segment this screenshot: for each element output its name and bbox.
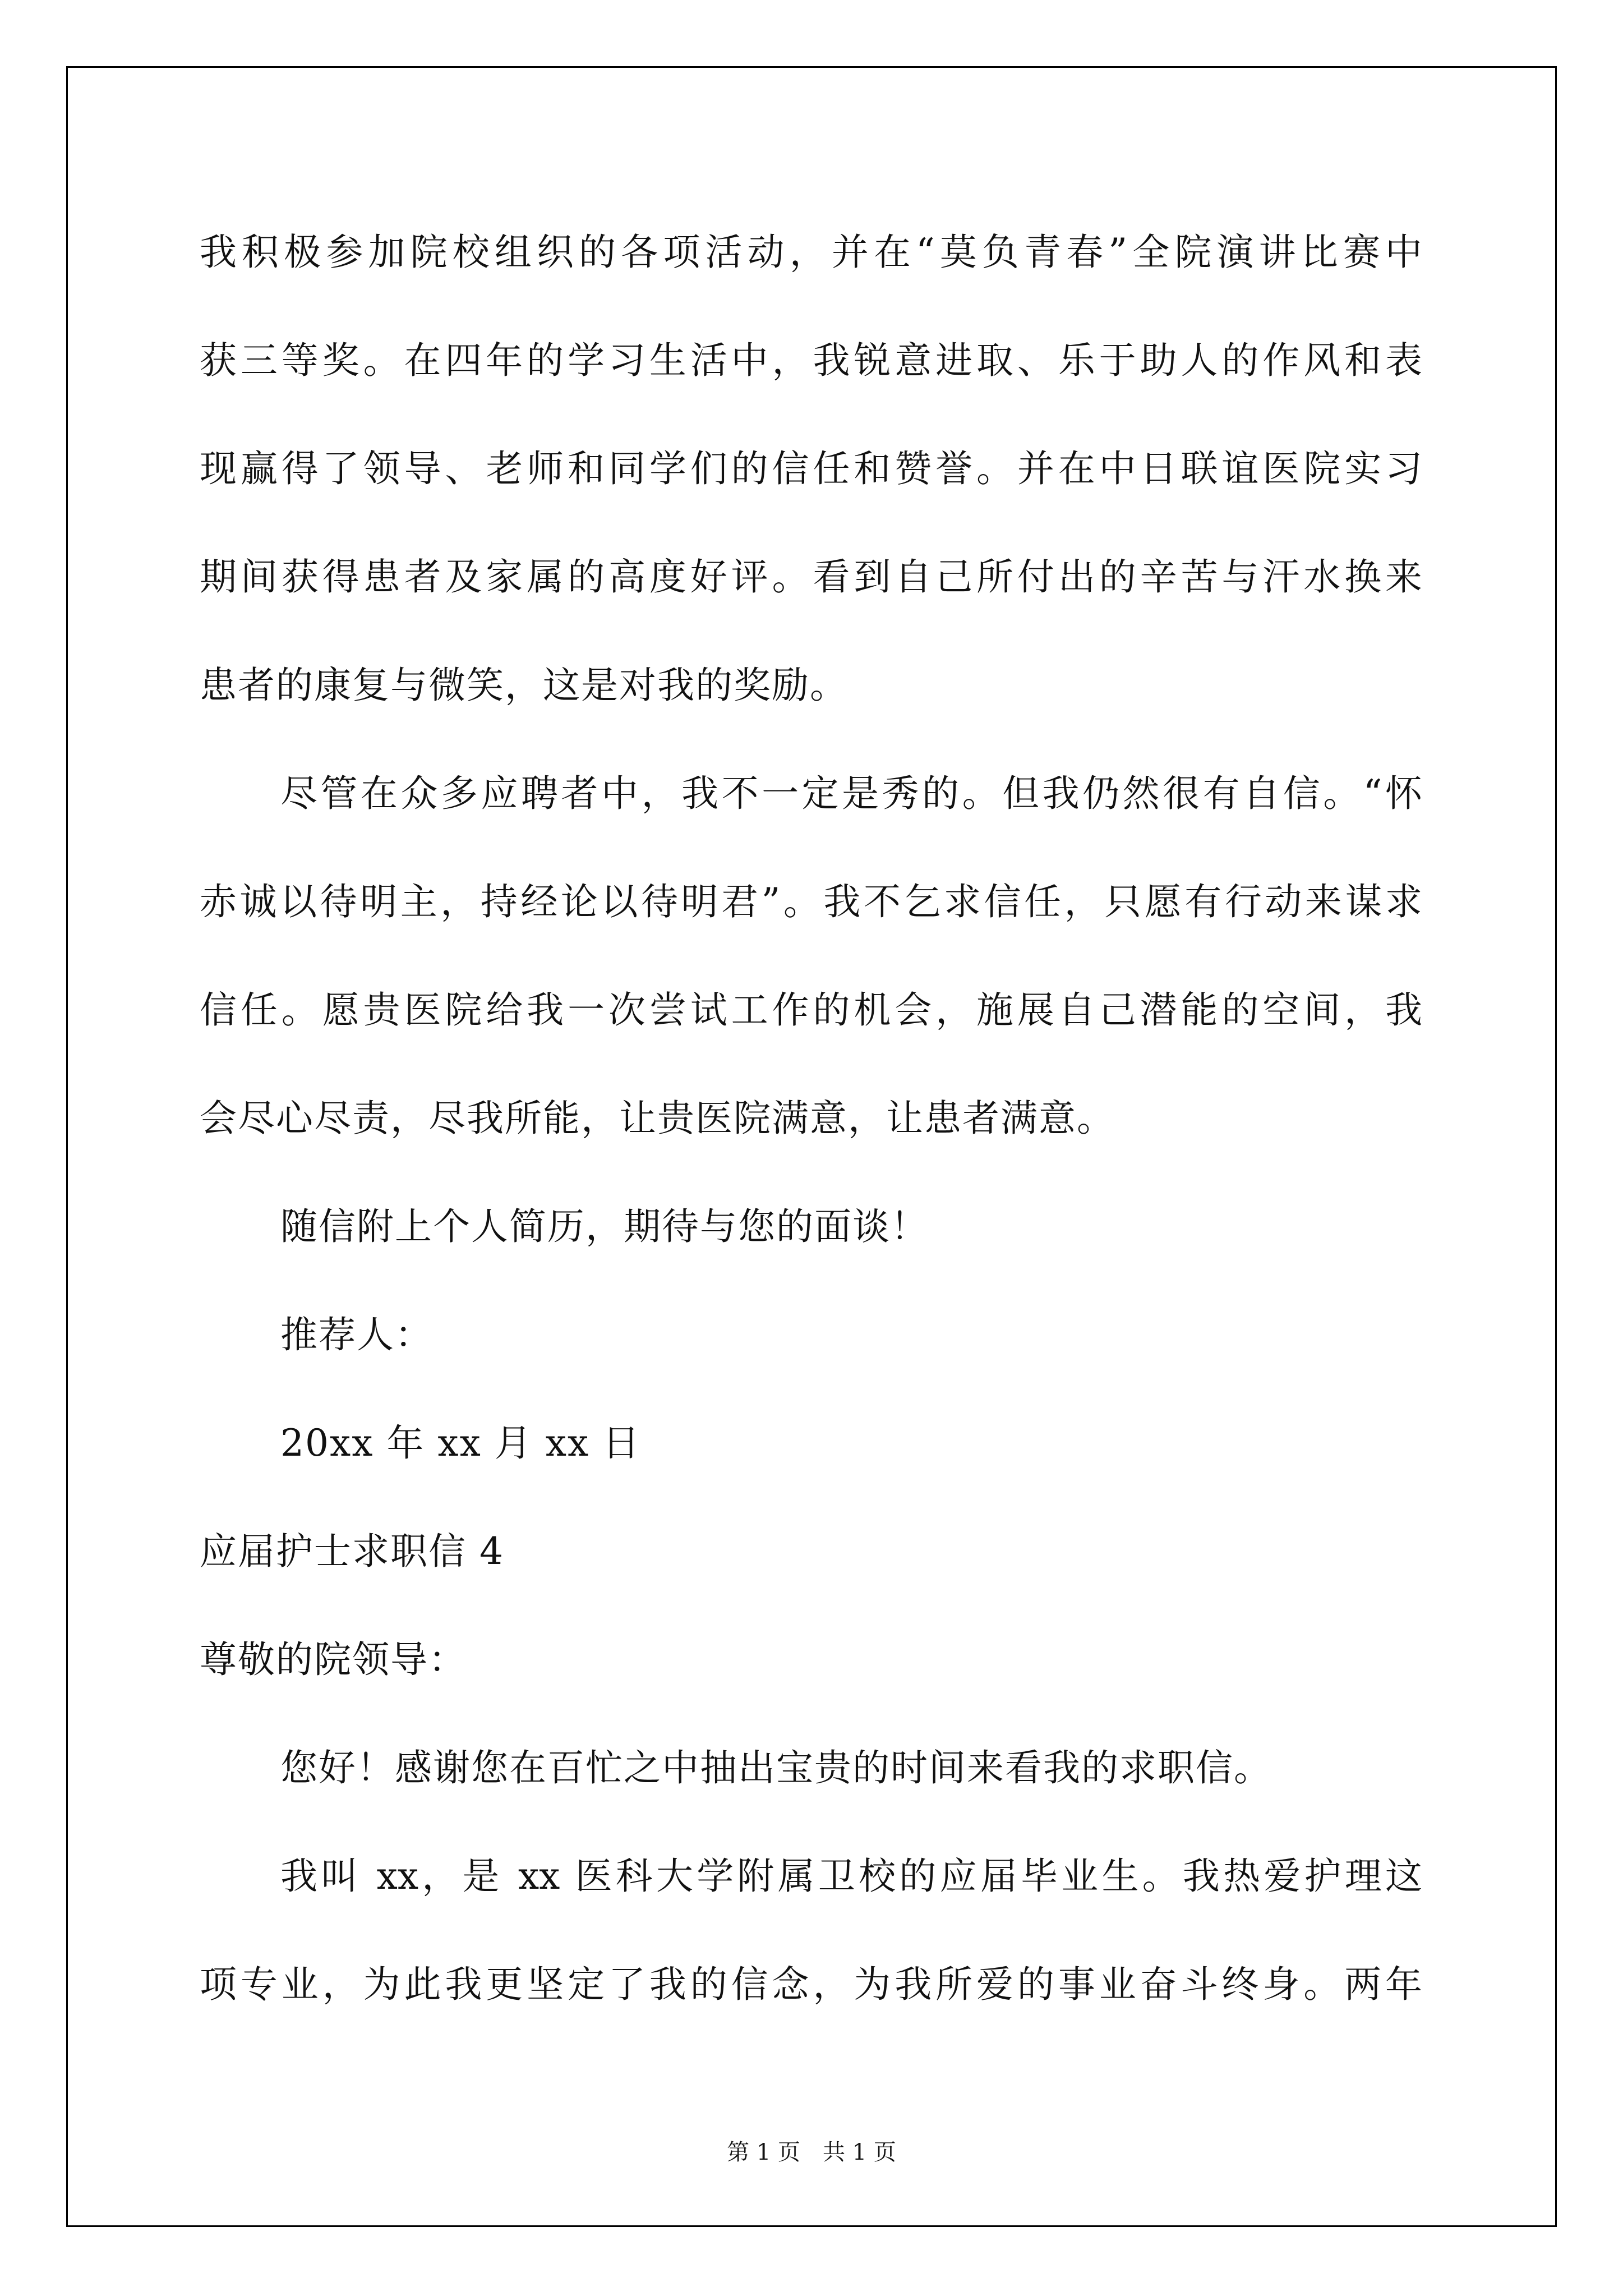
salutation: 尊敬的院领导： bbox=[200, 1638, 467, 1681]
text-line: 尽管在众多应聘者中，我不一定是秀的。但我仍然很有自信。“怀 bbox=[280, 772, 1422, 815]
text-line: 您好！感谢您在百忙之中抽出宝贵的时间来看我的求职信。 bbox=[280, 1746, 1272, 1789]
text-line: 患者的康复与微笑，这是对我的奖励。 bbox=[200, 664, 848, 707]
text-line: 信任。愿贵医院给我一次尝试工作的机会，施展自己潜能的空间，我 bbox=[200, 988, 1422, 1032]
text-line: 会尽心尽责，尽我所能，让贵医院满意，让患者满意。 bbox=[200, 1097, 1115, 1140]
text-line: 项专业，为此我更坚定了我的信念，为我所爱的事业奋斗终身。两年 bbox=[200, 1963, 1422, 2006]
text-line: 现赢得了领导、老师和同学们的信任和赞誉。并在中日联谊医院实习 bbox=[200, 447, 1422, 490]
page-footer: 第 1 页 共 1 页 bbox=[727, 2139, 896, 2165]
section-heading: 应届护士求职信 4 bbox=[200, 1530, 504, 1573]
text-line: 获三等奖。在四年的学习生活中，我锐意进取、乐于助人的作风和表 bbox=[200, 339, 1422, 382]
text-line: 赤诚以待明主，持经论以待明君”。我不乞求信任，只愿有行动来谋求 bbox=[200, 880, 1422, 923]
text-line: 期间获得患者及家属的高度好评。看到自己所付出的辛苦与汗水换来 bbox=[200, 555, 1422, 599]
text-line: 我叫 xx，是 xx 医科大学附属卫校的应届毕业生。我热爱护理这 bbox=[280, 1855, 1422, 1898]
page-border bbox=[66, 66, 1557, 2227]
text-line: 我积极参加院校组织的各项活动，并在“莫负青春”全院演讲比赛中 bbox=[200, 231, 1422, 274]
recommender-label: 推荐人： bbox=[280, 1313, 433, 1356]
date-line: 20xx 年 xx 月 xx 日 bbox=[280, 1421, 641, 1465]
text-line: 随信附上个人简历，期待与您的面谈！ bbox=[280, 1205, 929, 1248]
